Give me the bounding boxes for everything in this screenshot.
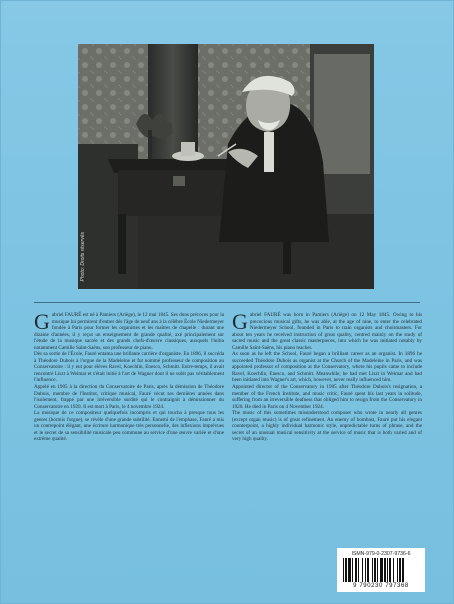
english-paragraph-1 <box>232 309 422 351</box>
barcode-bars <box>343 558 419 582</box>
french-text-1: abriel FAURÉ est né à Pamiers (Ariège), le 12 mai 1845. Ses dons précoces pour la musique lui permirent d'entrer dès l'âge de neuf ans à la célèbre École Niedermeyer fondée à Paris pour former les organistes et les maîtres de chapelle : durant une dizaine d'années, il y reçut un enseignement de grande qualité, axé principalement sur l'étude de la musique sacrée et des grands chefs-d'œuvre classiques, auxquels l'initia notamment Camille Saint-Saëns, son professeur de piano. <box>34 312 224 351</box>
barcode-bar <box>365 558 366 582</box>
english-paragraph-4: The music of this sometimes misunderstood composer who wrote in nearly all genres (except organ music) is of great refinement. An enemy of bombast, Fauré put his elegant counterpoint, a highly individual harmonic style, unpredictable turns of phrase, and the secret of an unusual musical sensitivity at the service of music that is both varied and of very high quality. <box>232 410 422 443</box>
barcode-bar <box>389 558 391 582</box>
barcode-bar <box>355 558 357 582</box>
barcode-number: 9 790230 797368 <box>353 583 409 589</box>
french-biography <box>34 309 224 443</box>
barcode-bar <box>402 558 404 582</box>
barcode-bar <box>343 558 344 582</box>
divider <box>34 302 420 303</box>
english-dropcap: G <box>232 309 248 334</box>
barcode-bar <box>345 558 347 582</box>
english-biography <box>232 309 422 443</box>
barcode <box>337 548 425 592</box>
french-paragraph-1 <box>34 309 224 351</box>
barcode-bar <box>362 558 363 582</box>
composer-photo <box>78 44 374 289</box>
french-paragraph-3: Appelé en 1905 à la direction du Conservatoire de Paris, après la démission de Théodore Dubois, membre de l'Institut, critique musical, Fauré vécut ses dernières années dans l'isolement, frappé par une irréversible surdité qui le contraignit à démissionner du Conservatoire en 1920. Il est mort à Paris, le 4 novembre 1924. <box>34 384 224 410</box>
ismn-label: ISMN-979-0-2307-9736-6 <box>351 551 411 557</box>
barcode-bar <box>387 558 388 582</box>
barcode-bar <box>399 558 401 582</box>
barcode-bar <box>397 558 398 582</box>
english-paragraph-2: As soon as he left the School, Fauré began a brilliant career as an organist. In 1896 he succeeded Théodore Dubois as organist at the Church of the Madeleine in Paris, and was appointed professor of composition at the Conservatory, where his pupils came to include Ravel, Koechlin, Enesco, and Schmitt. Meanwhile, he had met Liszt in Weimar and had been initiated into Wagner's art, which, however, never really influenced him. <box>232 351 422 384</box>
english-paragraph-3: Appointed director of the Conservatory in 1905 after Théodore Dubois's resignation, a member of the French Institute, and music critic, Fauré spent his last years in solitude, suffering from an irreversible deafness that obliged him to resign from the Conservatory in 1920. He died in Paris on 4 November 1924. <box>232 384 422 410</box>
barcode-bar <box>372 558 373 582</box>
french-dropcap: G <box>34 309 50 334</box>
barcode-bar <box>348 558 351 582</box>
french-paragraph-4: La musique de ce compositeur quelquefois incompris et qui toucha à presque tous les genres (hormis l'orgue), se révèle d'une grande subtilité. Ennemi de l'emphase, Fauré a mis un contrepoint élégant, une écriture harmonique très personnelle, des inflexions imprévues et le secret de sa sensibilité musicale peu commune au service d'une œuvre variée et d'une extrême qualité. <box>34 410 224 443</box>
barcode-bar <box>367 558 369 582</box>
photo-illustration <box>78 44 374 289</box>
barcode-bar <box>380 558 383 582</box>
barcode-bar <box>393 558 394 582</box>
french-paragraph-2: Dès sa sortie de l'École, Fauré entama une brillante carrière d'organiste. En 1896, il succéda à Théodore Dubois à l'orgue de la Madeleine et fut nommé professeur de composition au Conservatoire : il y eut pour élèves Ravel, Koechlin, Enesco, Schmitt. Entre-temps, il avait rencontré Liszt à Weimar et s'était initié à l'art de Wagner dont il ne subit pas véritablement l'influence. <box>34 351 224 384</box>
barcode-bar <box>384 558 386 582</box>
barcode-bar <box>377 558 378 582</box>
english-text-1: abriel FAURÉ was born in Pamiers (Ariège) on 12 May 1845. Owing to his precocious musical gifts, he was able, at the age of nine, to enter the celebrated Niedermeyer School, founded in Paris to train organists and choirmasters. For about ten years he received instruction of great quality, centred mainly on the study of sacred music and the great classic masterpieces, into which he was initiated notably by Camille Saint-Saëns, his piano teacher. <box>232 312 422 351</box>
photo-credit: Photo: Droits réservés <box>80 232 86 282</box>
barcode-bar <box>352 558 353 582</box>
barcode-bar <box>374 558 376 582</box>
barcode-bar <box>358 558 359 582</box>
